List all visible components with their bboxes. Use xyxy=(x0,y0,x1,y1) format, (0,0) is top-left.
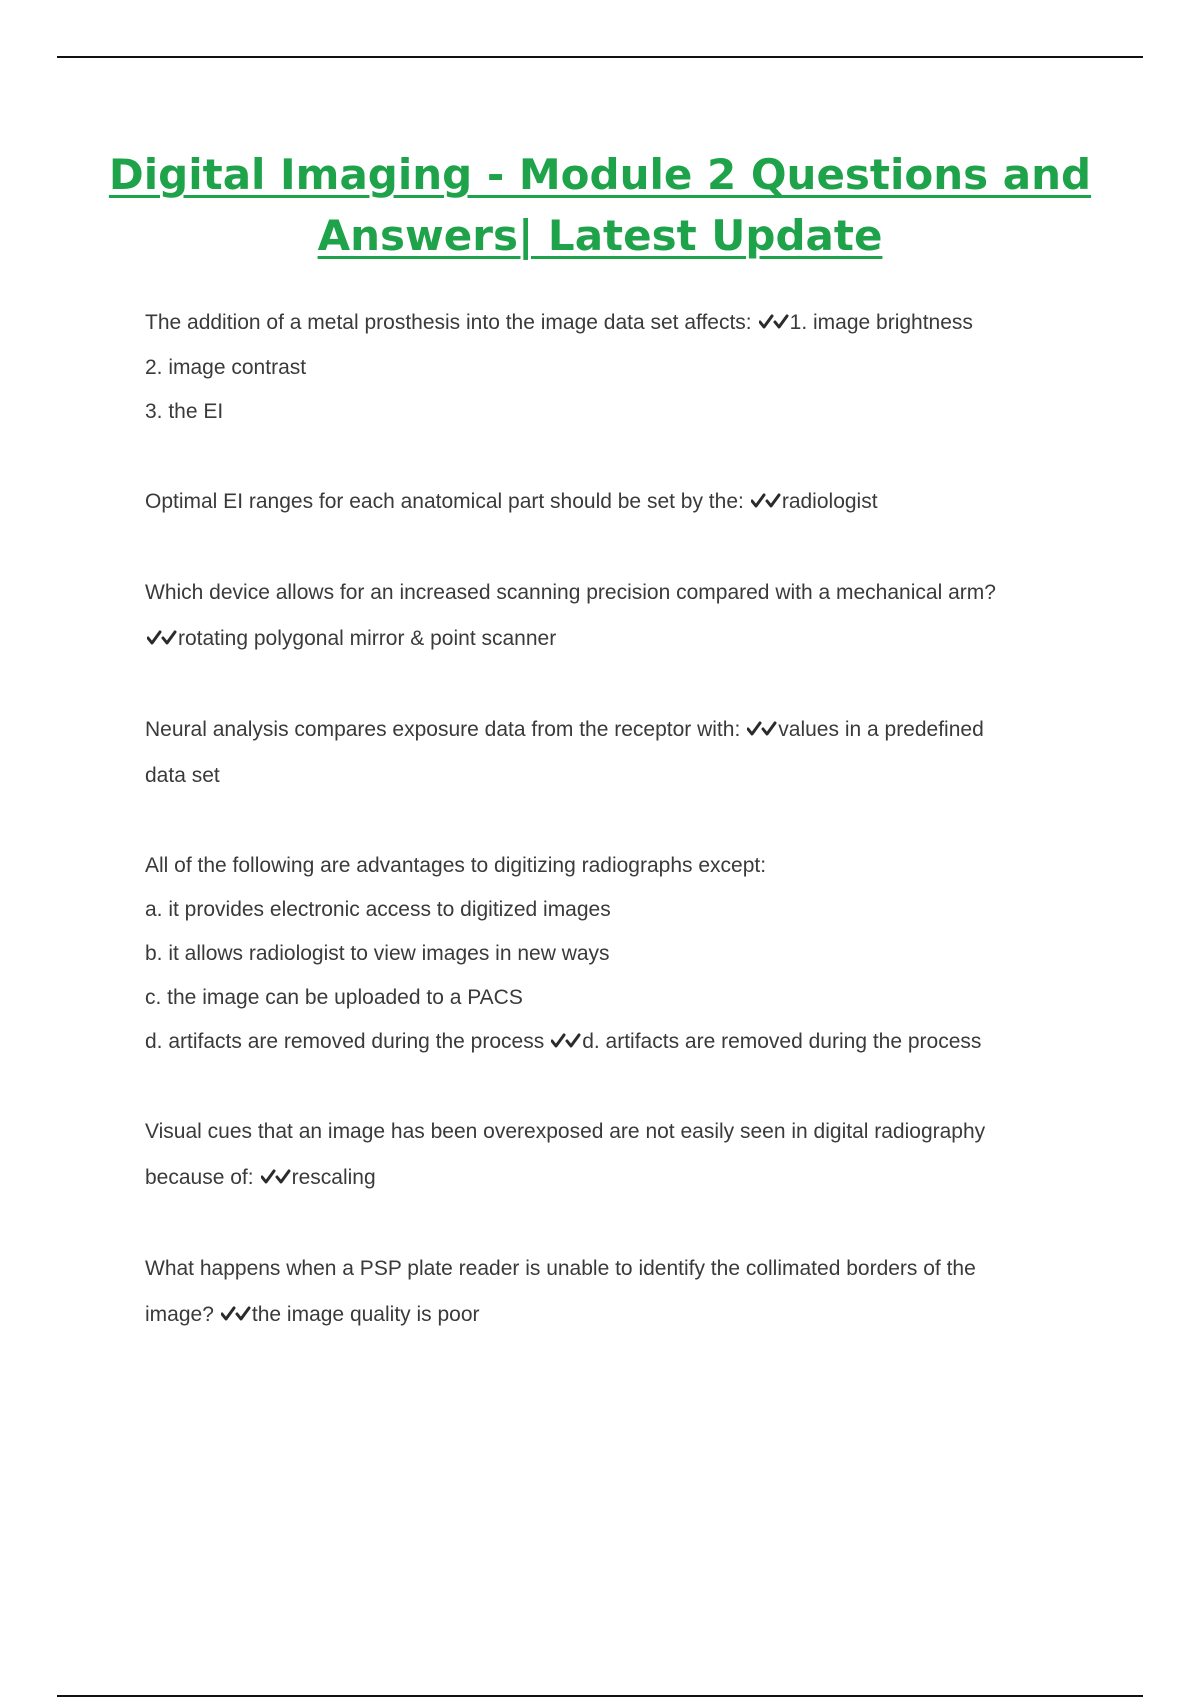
check-mark-icon xyxy=(551,1031,581,1051)
answer-text: rescaling xyxy=(291,1166,376,1189)
question-text: Neural analysis compares exposure data from the receptor with: xyxy=(145,718,741,741)
footer-rule xyxy=(57,1695,1143,1697)
qa-list xyxy=(145,300,1085,1383)
answer-text: 1. image brightness xyxy=(789,311,973,334)
check-mark-icon xyxy=(747,719,777,739)
check-mark-icon xyxy=(261,1167,291,1187)
qa-item xyxy=(145,844,1085,1064)
qa-item xyxy=(145,707,1085,799)
check-mark-icon xyxy=(759,312,789,332)
answer-text: data set xyxy=(145,764,220,787)
answer-text: d. artifacts are removed during the process xyxy=(582,1030,982,1053)
header-rule xyxy=(57,56,1143,58)
answer-text: rotating polygonal mirror & point scanner xyxy=(178,627,557,650)
check-mark-icon xyxy=(221,1304,251,1324)
answer-text: 3. the EI xyxy=(145,400,224,423)
document-title xyxy=(100,144,1100,266)
question-text: All of the following are advantages to digitizing radiographs except: xyxy=(145,854,767,877)
answer-text: 2. image contrast xyxy=(145,356,307,379)
answer-text: radiologist xyxy=(781,490,878,513)
title-line-2: Answers| Latest Update xyxy=(317,211,883,260)
qa-item xyxy=(145,570,1085,662)
qa-item xyxy=(145,300,1085,434)
check-mark-icon xyxy=(751,491,781,511)
question-text: The addition of a metal prosthesis into the image data set affects: xyxy=(145,311,752,334)
option-text: c. the image can be uploaded to a PACS xyxy=(145,986,523,1009)
question-text: Visual cues that an image has been overexposed are not easily seen in digital radiography xyxy=(145,1120,986,1143)
question-text: Optimal EI ranges for each anatomical part should be set by the: xyxy=(145,490,744,513)
qa-item xyxy=(145,479,1085,525)
question-text: because of: xyxy=(145,1166,254,1189)
qa-item xyxy=(145,1109,1085,1201)
title-line-1: Digital Imaging - Module 2 Questions and xyxy=(108,150,1092,199)
check-mark-icon xyxy=(147,628,177,648)
qa-item xyxy=(145,1246,1085,1338)
option-text: b. it allows radiologist to view images in new ways xyxy=(145,942,610,965)
answer-text: the image quality is poor xyxy=(251,1303,480,1326)
answer-text: values in a predefined xyxy=(778,718,984,741)
option-text: a. it provides electronic access to digitized images xyxy=(145,898,611,921)
question-text: Which device allows for an increased scanning precision compared with a mechanical arm? xyxy=(145,581,996,604)
question-text: What happens when a PSP plate reader is unable to identify the collimated borders of the xyxy=(145,1257,976,1280)
question-text: image? xyxy=(145,1303,214,1326)
option-text: d. artifacts are removed during the process xyxy=(145,1030,545,1053)
